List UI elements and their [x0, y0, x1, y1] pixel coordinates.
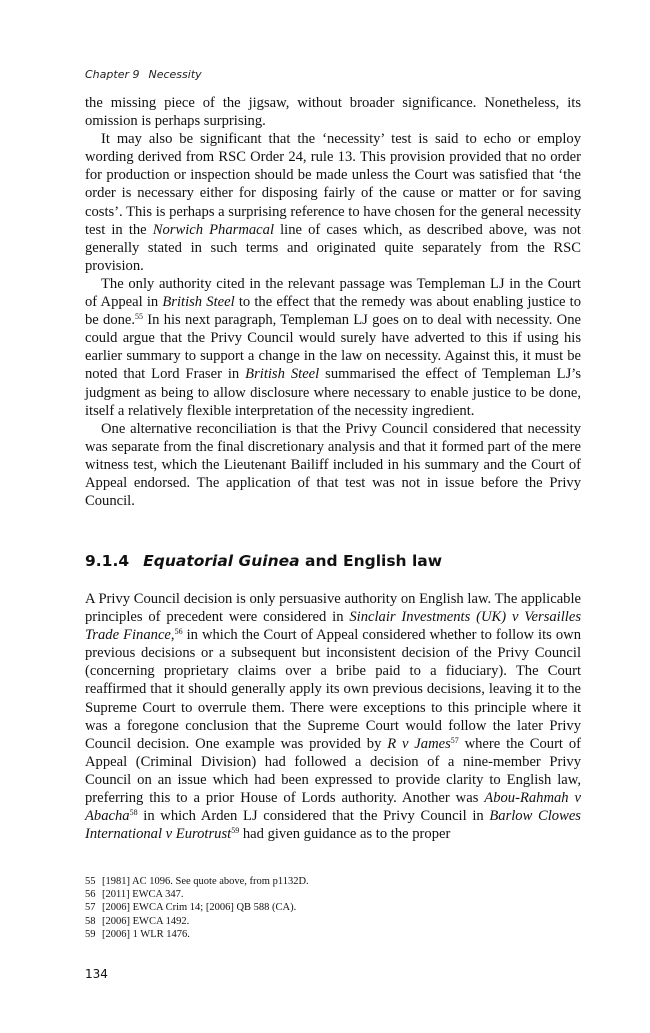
case-name: Sinclair Investments (UK) v Versailles Trade Finance — [85, 609, 581, 644]
paragraph — [85, 130, 581, 275]
footnote-ref: 58 — [129, 808, 138, 818]
paragraph — [85, 275, 581, 420]
section-title-italic: Equatorial Guinea — [143, 552, 300, 570]
case-name: Barlow Clowes International v Eurotrust — [85, 808, 581, 843]
footnotes — [85, 875, 581, 941]
paragraph — [85, 590, 581, 843]
text-run: summarised the effect of Templeman LJ’s judgment as being to allow disclosure where necessary to enable justice to be done, itself a relatively flexible interpretation of the necessity ingredient. — [85, 366, 581, 419]
text-run: , — [170, 627, 175, 644]
section-text — [85, 590, 581, 843]
footnote-ref: 57 — [450, 735, 459, 745]
paragraph — [85, 420, 581, 510]
footnote-number: 59 — [85, 928, 96, 940]
case-name: British Steel — [162, 294, 235, 311]
text-run: had given guidance as to the proper — [239, 826, 451, 843]
footnote — [85, 928, 581, 941]
footnote-number: 55 — [85, 876, 96, 887]
footnote-text: [2006] 1 WLR 1476. — [102, 928, 190, 940]
paragraph — [85, 94, 581, 130]
case-name: Abou-Rahmah v Abacha — [85, 790, 581, 825]
footnote-ref: 55 — [135, 312, 144, 322]
footnote-text: [2006] EWCA 1492. — [102, 915, 190, 927]
text-run: A Privy Council decision is only persuasive authority on English law. The applicable principles of precedent were considered in — [85, 591, 581, 626]
footnote — [85, 901, 581, 914]
case-name: Norwich Pharmacal — [152, 221, 274, 238]
footnote — [85, 875, 581, 888]
footnote-number: 56 — [85, 889, 96, 901]
section-title-rest: and English law — [299, 552, 443, 570]
case-name: R v James — [387, 735, 451, 752]
footnote-number: 57 — [85, 902, 96, 914]
text-run: One alternative reconciliation is that the Privy Council considered that necessity was separate from the final discretionary analysis and that it formed part of the mere witness test, which the Lieutenant Bailiff included in his summary and the Court of Appeal endorsed. The application of that test was not in issue before the Privy Council. — [85, 420, 581, 510]
footnote-ref: 56 — [174, 627, 183, 637]
text-run: The only authority cited in the relevant passage was Templeman LJ in the Court of Appeal in — [85, 275, 581, 311]
footnote-text: [2011] EWCA 347. — [102, 889, 184, 901]
section-heading — [85, 552, 581, 570]
footnote-ref: 59 — [231, 826, 240, 836]
footnote-text: [2006] EWCA Crim 14; [2006] QB 588 (CA). — [102, 902, 297, 914]
text-run: in which Arden LJ considered that the Privy Council in — [137, 808, 490, 825]
text-run: where the Court of Appeal (Criminal Division) had followed a decision of a nine-member Privy Council on an issue which had been expressed to provide clarity to English law, preferring this to a prior House of Lords authority. Another was — [85, 735, 581, 807]
footnote — [85, 888, 581, 901]
case-name: British Steel — [245, 366, 320, 383]
text-run: the missing piece of the jigsaw, without broader significance. Nonetheless, its omission is perhaps surprising. — [85, 95, 581, 130]
section-number: 9.1.4 — [85, 552, 130, 570]
running-head — [85, 68, 202, 81]
intro-text — [85, 94, 581, 510]
page-number: 134 — [85, 967, 108, 981]
text-run: It may also be significant that the ‘necessity’ test is said to echo or employ wording derived from RSC Order 24, rule 13. This provision provided that no order for production or inspection should be made unless the Court was satisfied that ‘the order is necessary either for disposing fairly of the cause or matter or for saving costs’. This is perhaps a surprising reference to have chosen for the general necessity test in the — [85, 131, 581, 238]
footnote-text: [1981] AC 1096. See quote above, from p1132D. — [102, 876, 309, 887]
footnote — [85, 915, 581, 928]
running-head-title: Necessity — [148, 68, 202, 81]
text-run: to the effect that the remedy was about enabling justice to be done. — [85, 294, 581, 329]
text-run: in which the Court of Appeal considered whether to follow its own previous decisions or a subsequent but inconsistent decision of the Privy Council (concerning proprietary claims over a bribe paid to a fiduciary). The Court reaffirmed that it should generally apply its own previous decisions, leaving it to the Supreme Court to overrule them. There were exceptions to this principle where it was a foregone conclusion that the Supreme Court would follow the later Privy Council decision. One example was provided by — [85, 627, 582, 752]
text-run: line of cases which, as described above, was not generally stated in such terms and originated quite separately from the RSC provision. — [85, 221, 581, 274]
footnote-number: 58 — [85, 915, 96, 927]
text-run: In his next paragraph, Templeman LJ goes on to deal with necessity. One could argue that the Privy Council would surely have adverted to this if using his earlier summary to support a change in the law on necessity. Against this, it must be noted that Lord Fraser in — [85, 312, 581, 383]
running-head-chapter: Chapter 9 — [85, 68, 140, 81]
